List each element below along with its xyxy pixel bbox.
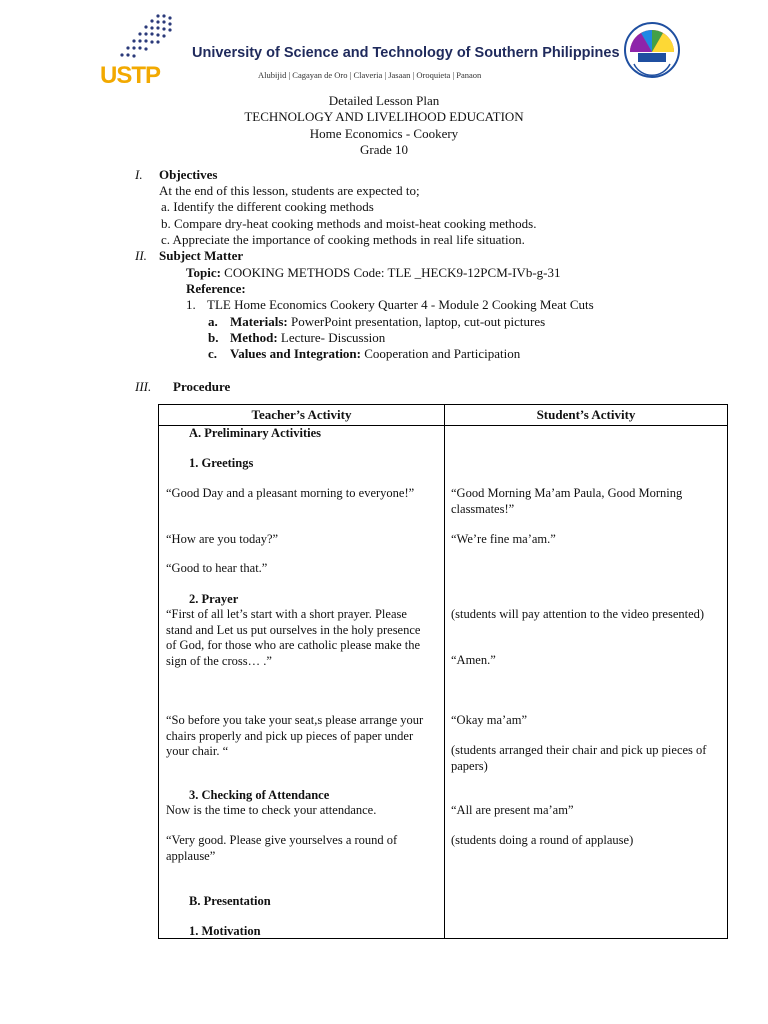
- course-title: Home Economics - Cookery: [309, 126, 459, 141]
- objective-item: a. Identify the different cooking methods: [161, 199, 374, 214]
- plan-title: Detailed Lesson Plan: [328, 93, 440, 108]
- reference-label: Reference:: [186, 281, 246, 296]
- materials-letter: a.: [208, 314, 218, 329]
- student-okay: “Okay ma’am”: [451, 713, 528, 727]
- method-line: [230, 330, 385, 346]
- motivation-heading: 1. Motivation: [189, 924, 261, 938]
- teacher-attendance: Now is the time to check your attendance.: [166, 803, 377, 817]
- teacher-greeting: “Good Day and a pleasant morning to everyone!”: [166, 486, 415, 500]
- topic-label: Topic:: [186, 265, 221, 280]
- grade-title: Grade 10: [359, 142, 408, 157]
- materials-value: PowerPoint presentation, laptop, cut-out pictures: [291, 314, 546, 329]
- student-fine: “We’re fine ma’am.”: [451, 532, 556, 546]
- student-all-present: “All are present ma’am”: [451, 803, 574, 817]
- values-line: [230, 346, 520, 362]
- campus-list: Alubijid | Cagayan de Oro | Claveria | Jasaan | Oroquieta | Panaon: [258, 70, 482, 80]
- materials-line: [230, 314, 545, 330]
- greetings-heading: 1. Greetings: [189, 456, 254, 470]
- method-letter: b.: [208, 330, 219, 345]
- values-letter: c.: [208, 346, 218, 361]
- reference-number: 1.: [186, 297, 196, 312]
- objective-item: b. Compare dry-heat cooking methods and moist-heat cooking methods.: [161, 216, 537, 231]
- values-value: Cooperation and Participation: [364, 346, 521, 361]
- method-label: Method:: [230, 330, 278, 345]
- university-name: University of Science and Technology of Southern Philippines: [192, 45, 620, 61]
- values-label: Values and Integration:: [230, 346, 361, 361]
- objectives-intro: At the end of this lesson, students are expected to;: [159, 183, 420, 198]
- materials-label: Materials:: [230, 314, 288, 329]
- subject-matter-heading: Subject Matter: [159, 248, 244, 263]
- student-attention: (students will pay attention to the video presented): [451, 607, 705, 621]
- reference-value: TLE Home Economics Cookery Quarter 4 - Module 2 Cooking Meat Cuts: [207, 297, 594, 312]
- university-seal-icon: [624, 22, 680, 78]
- objectives-numeral: I.: [135, 167, 143, 182]
- teacher-applause: “Very good. Please give yourselves a round of applause”: [166, 833, 398, 863]
- student-column-header: Student’s Activity: [536, 407, 636, 422]
- student-arranged-chairs: (students arranged their chair and pick up pieces of papers): [451, 743, 707, 773]
- student-amen: “Amen.”: [451, 653, 496, 667]
- preliminary-activities-heading: A. Preliminary Activities: [189, 426, 322, 440]
- student-greeting: “Good Morning Ma’am Paula, Good Morning classmates!”: [451, 486, 683, 516]
- prayer-heading: 2. Prayer: [189, 592, 239, 606]
- procedure-heading: Procedure: [173, 379, 231, 394]
- method-value: Lecture- Discussion: [280, 330, 386, 345]
- objective-item: c. Appreciate the importance of cooking methods in real life situation.: [161, 232, 525, 247]
- ustp-logo: [100, 10, 180, 90]
- column-divider: [444, 405, 445, 938]
- procedure-table: [158, 404, 728, 939]
- objectives-heading: Objectives: [159, 167, 218, 182]
- teacher-prayer-instruction: “First of all let’s start with a short prayer. Please stand and Let us put ourselves in the holy presence of God, for those who are catholic please make the sign of the cross… .”: [166, 607, 421, 668]
- ustp-logo-text: USTP: [100, 62, 161, 89]
- subject-matter-numeral: II.: [135, 248, 147, 263]
- subject-title: TECHNOLOGY AND LIVELIHOOD EDUCATION: [244, 109, 524, 124]
- procedure-numeral: III.: [135, 379, 152, 394]
- topic-value: COOKING METHODS Code: TLE _HECK9-12PCM-IVb-g-31: [224, 265, 561, 280]
- teacher-arrange-chairs: “So before you take your seat,s please arrange your chairs properly and pick up pieces of paper under your chair. “: [166, 713, 424, 758]
- attendance-heading: 3. Checking of Attendance: [189, 788, 330, 802]
- teacher-column-header: Teacher’s Activity: [251, 407, 352, 422]
- topic-line: [186, 265, 560, 281]
- student-applause: (students doing a round of applause): [451, 833, 634, 847]
- presentation-heading: B. Presentation: [189, 894, 271, 908]
- ustp-dot-pattern-icon: [118, 12, 176, 62]
- teacher-how-are-you: “How are you today?”: [166, 532, 279, 546]
- teacher-good-to-hear: “Good to hear that.”: [166, 561, 268, 575]
